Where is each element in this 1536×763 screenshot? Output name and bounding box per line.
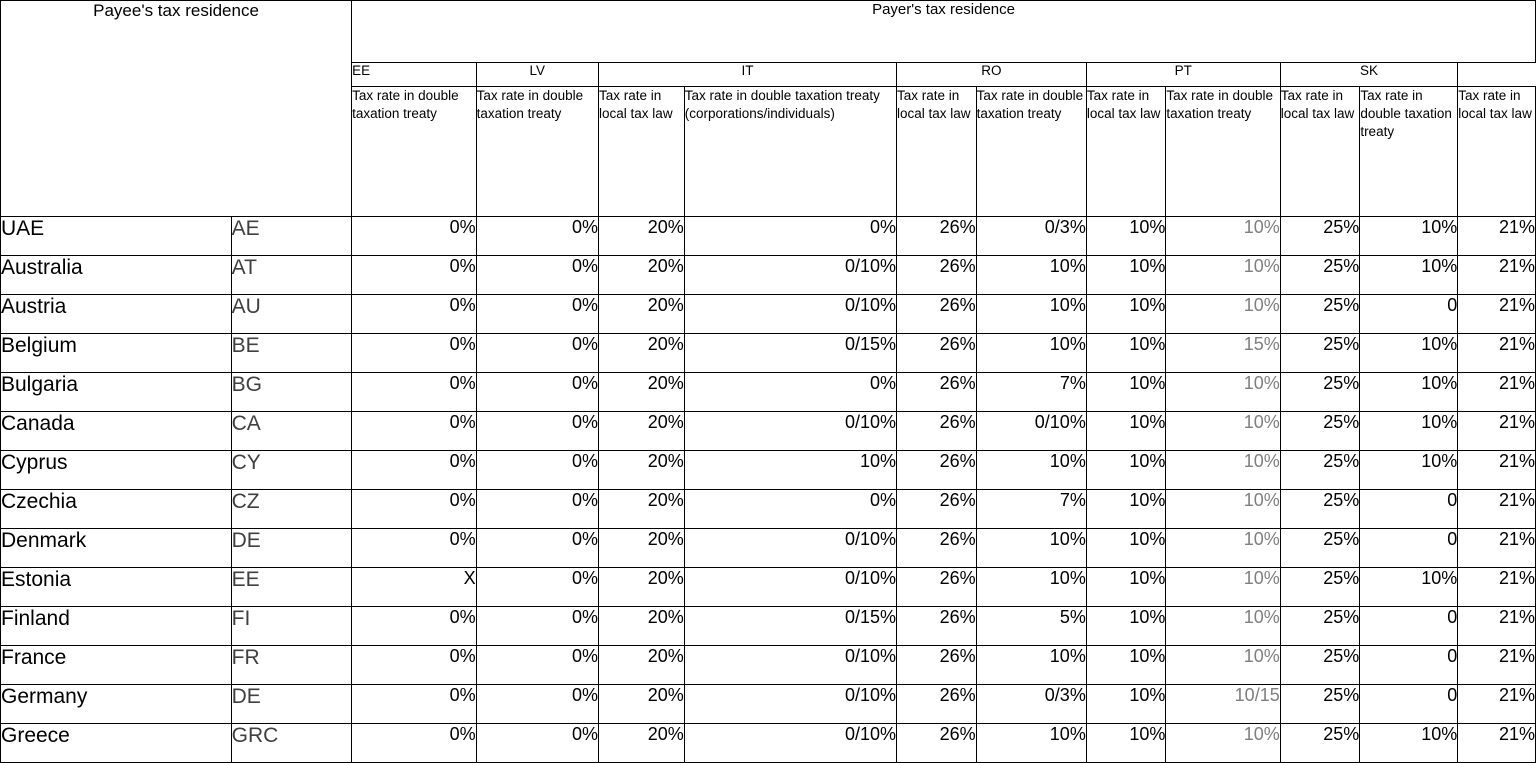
column-group-header-sk: SK — [1280, 63, 1458, 87]
tax-rate-cell: 25% — [1280, 529, 1360, 568]
tax-rate-cell: 20% — [599, 607, 685, 646]
tax-rate-cell: 25% — [1280, 685, 1360, 724]
tax-rate-cell: 21% — [1458, 529, 1536, 568]
tax-rate-cell: 0% — [352, 373, 477, 412]
tax-rate-cell: 0 — [1360, 607, 1458, 646]
row-country-code: DE — [231, 685, 351, 724]
row-country-code: BG — [231, 373, 351, 412]
tax-rate-cell: 15% — [1166, 334, 1280, 373]
row-country-code: DE — [231, 529, 351, 568]
column-group-header-ro: RO — [897, 63, 1087, 87]
tax-rate-cell: 20% — [599, 451, 685, 490]
tax-rate-cell: 0% — [476, 217, 598, 256]
tax-rate-cell: 0/10% — [684, 685, 896, 724]
tax-rate-cell: 20% — [599, 334, 685, 373]
row-country-name: Germany — [1, 685, 232, 724]
header-row-top — [1, 1, 1536, 63]
tax-rate-cell: 0% — [352, 724, 477, 763]
tax-rate-cell: 0/10% — [684, 529, 896, 568]
subheader-cell: Tax rate in double taxation treaty — [1166, 87, 1280, 217]
table-row — [1, 373, 1536, 412]
tax-rate-cell: 0% — [352, 217, 477, 256]
tax-rate-cell: 21% — [1458, 256, 1536, 295]
tax-rate-cell: 0 — [1360, 529, 1458, 568]
tax-rate-cell: 10% — [976, 646, 1086, 685]
tax-rate-cell: 20% — [599, 529, 685, 568]
tax-rate-cell: 10% — [1360, 334, 1458, 373]
tax-rate-cell: 0% — [476, 256, 598, 295]
tax-rate-cell: 10% — [976, 724, 1086, 763]
tax-rate-cell: 0% — [352, 412, 477, 451]
tax-rate-cell: 10% — [1086, 217, 1166, 256]
tax-rate-cell: 26% — [897, 412, 977, 451]
tax-rate-cell: 0% — [352, 256, 477, 295]
tax-rate-cell: 20% — [599, 373, 685, 412]
tax-rate-cell: 21% — [1458, 334, 1536, 373]
tax-rate-cell: 10% — [1166, 412, 1280, 451]
tax-rate-cell: 10% — [1086, 256, 1166, 295]
tax-rate-cell: 25% — [1280, 295, 1360, 334]
subheader-cell: Tax rate in double taxation treaty (corporations/individuals) — [684, 87, 896, 217]
tax-rate-cell: 0 — [1360, 685, 1458, 724]
tax-rate-cell: 10% — [1360, 568, 1458, 607]
tax-rate-cell: 0% — [684, 217, 896, 256]
row-country-name: Austria — [1, 295, 232, 334]
table-row — [1, 685, 1536, 724]
row-country-code: AT — [231, 256, 351, 295]
tax-rate-cell: 21% — [1458, 568, 1536, 607]
tax-rate-cell: 0 — [1360, 646, 1458, 685]
tax-rate-cell: 10% — [1086, 451, 1166, 490]
subheader-cell: Tax rate in double taxation treaty — [476, 87, 598, 217]
tax-rate-cell: 0% — [476, 412, 598, 451]
tax-rate-cell: 0% — [476, 334, 598, 373]
subheader-cell: Tax rate in double taxation treaty — [352, 87, 477, 217]
tax-rate-cell: 7% — [976, 373, 1086, 412]
tax-rate-cell: 10% — [1166, 490, 1280, 529]
tax-rate-cell: 25% — [1280, 256, 1360, 295]
row-country-code: AE — [231, 217, 351, 256]
tax-rate-cell: 0/10% — [684, 646, 896, 685]
tax-rate-cell: 7% — [976, 490, 1086, 529]
tax-rate-cell: 0% — [352, 529, 477, 568]
tax-rate-cell: 0% — [476, 373, 598, 412]
table-row — [1, 568, 1536, 607]
tax-rate-cell: 10% — [976, 451, 1086, 490]
tax-rate-cell: 10% — [1166, 373, 1280, 412]
tax-rate-cell: 21% — [1458, 490, 1536, 529]
row-country-code: CY — [231, 451, 351, 490]
table-row — [1, 607, 1536, 646]
tax-rate-cell: 20% — [599, 490, 685, 529]
tax-rate-cell: 0% — [476, 529, 598, 568]
tax-rate-cell: 10% — [1166, 607, 1280, 646]
row-country-name: Canada — [1, 412, 232, 451]
tax-rate-cell: 25% — [1280, 646, 1360, 685]
tax-rate-cell: 0/10% — [684, 295, 896, 334]
tax-rate-cell: 0% — [476, 451, 598, 490]
row-country-name: Czechia — [1, 490, 232, 529]
table-row — [1, 490, 1536, 529]
tax-rate-cell: 10% — [1086, 724, 1166, 763]
tax-rate-cell: 0% — [684, 490, 896, 529]
tax-rate-cell: 20% — [599, 295, 685, 334]
tax-rate-cell: 0/10% — [684, 568, 896, 607]
tax-rate-cell: 0% — [476, 724, 598, 763]
row-country-code: CA — [231, 412, 351, 451]
tax-rate-cell: 0% — [476, 685, 598, 724]
tax-rate-cell: 10% — [1086, 490, 1166, 529]
table-row — [1, 724, 1536, 763]
subheader-cell: Tax rate in local tax law — [599, 87, 685, 217]
tax-rate-cell: 0% — [352, 334, 477, 373]
tax-rate-cell: 21% — [1458, 217, 1536, 256]
tax-rate-cell: 10% — [1360, 451, 1458, 490]
tax-rate-cell: 10% — [1360, 373, 1458, 412]
tax-rate-cell: 10% — [1166, 256, 1280, 295]
row-country-name: Australia — [1, 256, 232, 295]
tax-rate-cell: 0% — [476, 490, 598, 529]
tax-rate-cell: 10% — [1086, 529, 1166, 568]
tax-rate-cell: 26% — [897, 724, 977, 763]
tax-rate-cell: 25% — [1280, 568, 1360, 607]
row-country-code: GRC — [231, 724, 351, 763]
tax-rate-cell: 10% — [976, 568, 1086, 607]
tax-rate-cell: 26% — [897, 334, 977, 373]
tax-rate-cell: 20% — [599, 568, 685, 607]
tax-rate-cell: 0/10% — [976, 412, 1086, 451]
tax-rate-cell: 0% — [684, 373, 896, 412]
tax-rate-cell: 21% — [1458, 685, 1536, 724]
tax-rate-cell: 10% — [1166, 451, 1280, 490]
tax-rate-cell: 25% — [1280, 607, 1360, 646]
row-country-name: Estonia — [1, 568, 232, 607]
tax-rate-cell: 10% — [1360, 256, 1458, 295]
tax-rate-cell: 21% — [1458, 451, 1536, 490]
tax-rate-cell: 25% — [1280, 373, 1360, 412]
tax-rate-cell: 26% — [897, 451, 977, 490]
tax-rate-cell: 10% — [1360, 412, 1458, 451]
row-country-code: FR — [231, 646, 351, 685]
subheader-cell: Tax rate in local tax law — [1086, 87, 1166, 217]
tax-rate-cell: 25% — [1280, 334, 1360, 373]
subheader-cell: Tax rate in local tax law — [1458, 87, 1536, 217]
tax-rate-cell: 0% — [476, 646, 598, 685]
tax-rate-cell: 10% — [1086, 412, 1166, 451]
tax-rate-cell: 21% — [1458, 607, 1536, 646]
tax-rate-cell: 10% — [976, 256, 1086, 295]
row-country-name: Bulgaria — [1, 373, 232, 412]
row-country-code: CZ — [231, 490, 351, 529]
tax-rate-cell: X — [352, 568, 477, 607]
tax-rate-cell: 0/10% — [684, 412, 896, 451]
tax-rate-cell: 0% — [352, 295, 477, 334]
tax-rate-cell: 26% — [897, 646, 977, 685]
row-country-name: Denmark — [1, 529, 232, 568]
table-row — [1, 412, 1536, 451]
row-country-code: FI — [231, 607, 351, 646]
tax-rate-cell: 10% — [684, 451, 896, 490]
tax-rate-cell: 10% — [1166, 724, 1280, 763]
table-row — [1, 451, 1536, 490]
tax-rate-cell: 26% — [897, 529, 977, 568]
tax-rate-cell: 20% — [599, 646, 685, 685]
tax-rate-cell: 21% — [1458, 646, 1536, 685]
tax-rate-cell: 20% — [599, 412, 685, 451]
tax-rate-cell: 10% — [976, 529, 1086, 568]
tax-rate-cell: 20% — [599, 256, 685, 295]
table-row — [1, 256, 1536, 295]
tax-rate-cell: 10% — [1166, 295, 1280, 334]
tax-rate-cell: 21% — [1458, 412, 1536, 451]
tax-rate-cell: 10% — [1086, 685, 1166, 724]
tax-rate-cell: 0% — [352, 607, 477, 646]
tax-rate-cell: 25% — [1280, 412, 1360, 451]
tax-rate-cell: 10% — [1360, 217, 1458, 256]
row-country-code: AU — [231, 295, 351, 334]
tax-rate-cell: 10% — [976, 334, 1086, 373]
tax-rate-cell: 20% — [599, 724, 685, 763]
tax-rate-cell: 26% — [897, 607, 977, 646]
tax-rate-cell: 0% — [476, 568, 598, 607]
tax-rate-cell: 0% — [476, 295, 598, 334]
tax-rate-cell: 0% — [352, 685, 477, 724]
tax-rate-cell: 10% — [976, 295, 1086, 334]
payer-tax-residence-header: Payer's tax residence — [352, 1, 1536, 63]
row-country-code: BE — [231, 334, 351, 373]
tax-rate-cell: 10% — [1086, 373, 1166, 412]
tax-rate-cell: 0% — [352, 646, 477, 685]
tax-rate-cell: 10% — [1360, 724, 1458, 763]
tax-rate-cell: 26% — [897, 568, 977, 607]
table-row — [1, 334, 1536, 373]
subheader-cell: Tax rate in local tax law — [897, 87, 977, 217]
table-row — [1, 295, 1536, 334]
table-row — [1, 217, 1536, 256]
tax-rate-cell: 26% — [897, 373, 977, 412]
tax-rate-cell: 26% — [897, 256, 977, 295]
tax-rate-cell: 0/15% — [684, 607, 896, 646]
column-group-header-lv: LV — [476, 63, 598, 87]
payee-tax-residence-header: Payee's tax residence — [1, 1, 352, 217]
tax-rate-cell: 26% — [897, 685, 977, 724]
row-country-name: Finland — [1, 607, 232, 646]
tax-rate-cell: 25% — [1280, 217, 1360, 256]
row-country-name: UAE — [1, 217, 232, 256]
tax-rate-cell: 20% — [599, 685, 685, 724]
tax-rate-cell: 0/3% — [976, 685, 1086, 724]
tax-rate-cell: 26% — [897, 295, 977, 334]
tax-rate-cell: 21% — [1458, 373, 1536, 412]
tax-rate-cell: 0 — [1360, 490, 1458, 529]
tax-rate-cell: 10% — [1166, 217, 1280, 256]
column-group-header-pt: PT — [1086, 63, 1280, 87]
tax-rate-cell: 0% — [352, 490, 477, 529]
subheader-cell: Tax rate in double taxation treaty — [1360, 87, 1458, 217]
tax-rate-cell: 0/3% — [976, 217, 1086, 256]
tax-rate-cell: 10% — [1086, 607, 1166, 646]
tax-rate-cell: 26% — [897, 217, 977, 256]
tax-rate-cell: 25% — [1280, 490, 1360, 529]
tax-rate-cell: 20% — [599, 217, 685, 256]
column-group-header-ee: EE — [352, 63, 477, 87]
tax-rate-cell: 21% — [1458, 724, 1536, 763]
tax-rate-cell: 21% — [1458, 295, 1536, 334]
tax-rate-cell: 10% — [1086, 646, 1166, 685]
table-row — [1, 529, 1536, 568]
tax-rate-cell: 0% — [476, 607, 598, 646]
tax-rate-cell: 10% — [1086, 334, 1166, 373]
tax-rate-cell: 10% — [1166, 568, 1280, 607]
row-country-name: Belgium — [1, 334, 232, 373]
tax-rate-cell: 10/15 — [1166, 685, 1280, 724]
row-country-name: Cyprus — [1, 451, 232, 490]
tax-rate-cell: 0/10% — [684, 256, 896, 295]
subheader-cell: Tax rate in local tax law — [1280, 87, 1360, 217]
tax-rate-cell: 10% — [1086, 568, 1166, 607]
tax-rate-cell: 26% — [897, 490, 977, 529]
tax-rate-cell: 5% — [976, 607, 1086, 646]
tax-rate-cell: 25% — [1280, 451, 1360, 490]
tax-rate-cell: 0 — [1360, 295, 1458, 334]
tax-rate-cell: 0/10% — [684, 724, 896, 763]
tax-rate-cell: 0% — [352, 451, 477, 490]
tax-rate-cell: 25% — [1280, 724, 1360, 763]
row-country-name: France — [1, 646, 232, 685]
row-country-name: Greece — [1, 724, 232, 763]
tax-rate-cell: 10% — [1166, 646, 1280, 685]
tax-rate-cell: 0/15% — [684, 334, 896, 373]
tax-rate-cell: 10% — [1166, 529, 1280, 568]
tax-rate-cell: 10% — [1086, 295, 1166, 334]
row-country-code: EE — [231, 568, 351, 607]
subheader-cell: Tax rate in double taxation treaty — [976, 87, 1086, 217]
table-row — [1, 646, 1536, 685]
column-group-header-it: IT — [599, 63, 897, 87]
